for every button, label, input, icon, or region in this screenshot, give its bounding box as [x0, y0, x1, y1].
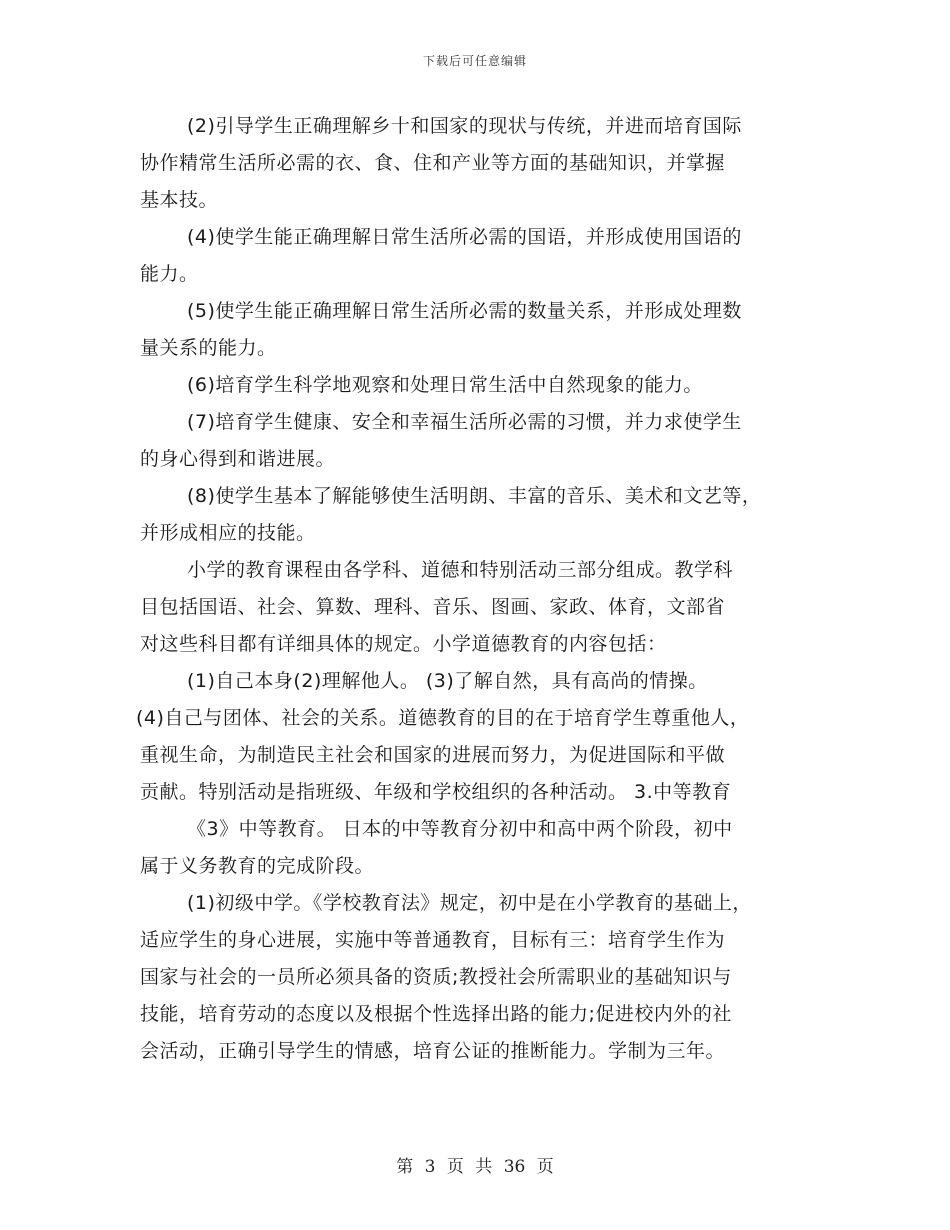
- text-line: (6)培育学生科学地观察和处理日常生活中自然现象的能力。: [187, 374, 703, 396]
- document-body: [136, 108, 820, 1070]
- text-line: (4)自己与团体、社会的关系。道德教育的目的在于培育学生尊重他人，: [136, 707, 750, 729]
- page-footer: 第 3 页 共 36 页: [396, 1157, 554, 1177]
- text-line: 贡献。特别活动是指班级、年级和学校组织的各种活动。 3.中等教育: [140, 781, 732, 803]
- text-line: (5)使学生能正确理解日常生活所必需的数量关系，并形成处理数: [187, 300, 742, 322]
- text-line: 《3》中等教育。 日本的中等教育分初中和高中两个阶段，初中: [187, 818, 733, 840]
- text-line: 并形成相应的技能。: [140, 522, 316, 544]
- text-line: 小学的教育课程由各学科、道德和特别活动三部分组成。教学科: [187, 559, 734, 581]
- text-line: (4)使学生能正确理解日常生活所必需的国语，并形成使用国语的: [187, 226, 742, 248]
- text-line: 适应学生的身心进展，实施中等普通教育，目标有三：培育学生作为: [140, 929, 726, 951]
- text-line: 国家与社会的一员所必须具备的资质;教授社会所需职业的基础知识与: [140, 966, 732, 988]
- text-line: (8)使学生基本了解能够使生活明朗、丰富的音乐、美术和文艺等，: [187, 485, 762, 507]
- text-line: (1)自己本身(2)理解他人。 (3)了解自然，具有高尚的情操。: [187, 670, 708, 692]
- text-line: 基本技。: [140, 189, 219, 211]
- text-line: (1)初级中学。《学校教育法》规定，初中是在小学教育的基础上，: [187, 892, 752, 914]
- text-line: 对这些科目都有详细具体的规定。小学道德教育的内容包括：: [140, 633, 667, 655]
- text-line: 重视生命，为制造民主社会和国家的进展而努力，为促进国际和平做: [140, 744, 726, 766]
- text-line: 的身心得到和谐进展。: [140, 448, 336, 470]
- text-line: 属于义务教育的完成阶段。: [140, 855, 375, 877]
- text-line: 协作精常生活所必需的衣、食、住和产业等方面的基础知识，并掌握: [140, 152, 726, 174]
- text-line: 目包括国语、社会、算数、理科、音乐、图画、家政、体育，文部省: [140, 596, 726, 618]
- text-line: (2)引导学生正确理解乡十和国家的现状与传统，并进而培育国际: [187, 115, 742, 137]
- text-line: 技能，培育劳动的态度以及根据个性选择出路的能力;促进校内外的社: [140, 1003, 732, 1025]
- text-line: 能力。: [140, 263, 199, 285]
- page-header: 下载后可任意编辑: [422, 54, 527, 68]
- text-line: (7)培育学生健康、安全和幸福生活所必需的习惯，并力求使学生: [187, 411, 742, 433]
- text-line: 量关系的能力。: [140, 337, 277, 359]
- text-line: 会活动，正确引导学生的情感，培育公证的推断能力。学制为三年。: [140, 1040, 726, 1062]
